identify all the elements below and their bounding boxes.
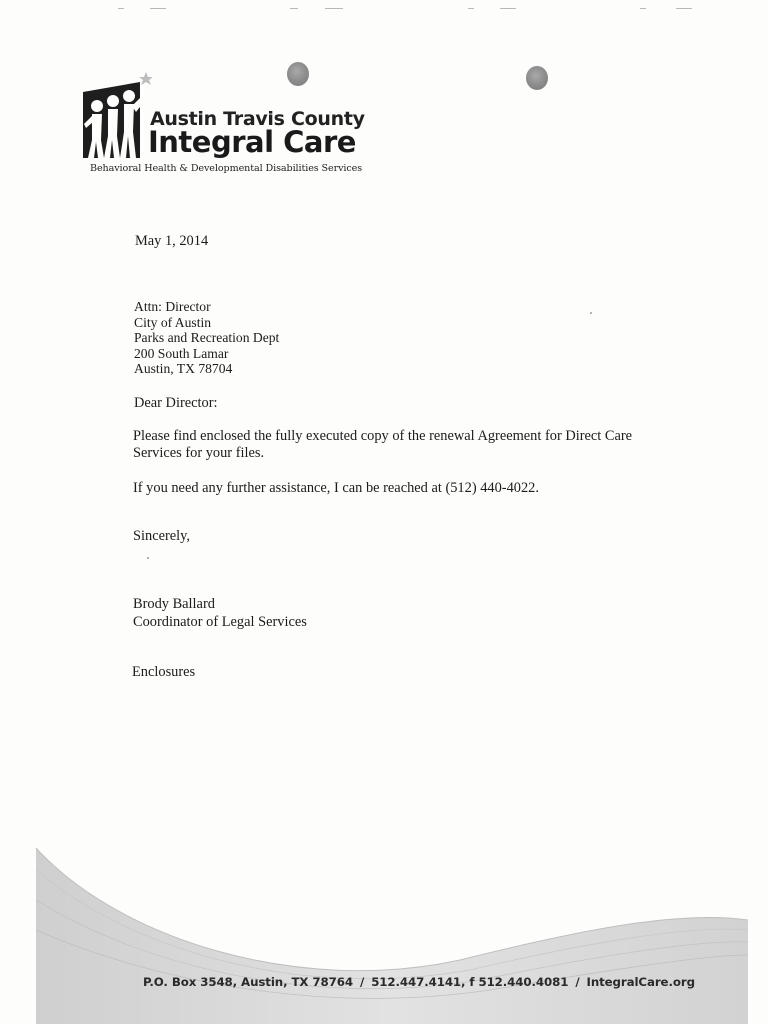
body-paragraph-1-line-1: Please find enclosed the fully executed copy of the renewal Agreement for Direct Care — [133, 428, 633, 444]
footer-website-link[interactable]: IntegralCare.org — [586, 975, 695, 989]
signature-block — [133, 596, 307, 631]
letterhead-logo — [80, 70, 365, 180]
signer-title: Coordinator of Legal Services — [133, 613, 307, 630]
address-line: City of Austin — [134, 314, 212, 330]
footer-separator: / — [575, 975, 580, 989]
scan-mark — [500, 8, 516, 9]
footer-phones: 512.447.4141, f 512.440.4081 — [371, 975, 569, 989]
footer-wave-graphic — [0, 830, 768, 1024]
org-tagline: Behavioral Health & Developmental Disabilities Services — [90, 163, 363, 174]
body-paragraph-1-line-2: Services for your files. — [133, 445, 265, 461]
address-line: Attn: Director — [134, 299, 211, 314]
address-line: Austin, TX 78704 — [134, 361, 233, 376]
body-paragraph-2: If you need any further assistance, I can be reached at (512) 440-4022. — [133, 480, 539, 496]
scan-mark — [118, 8, 124, 9]
scan-mark — [325, 8, 343, 9]
salutation: Dear Director: — [134, 395, 218, 411]
footer-po-box: P.O. Box 3548, Austin, TX 78764 — [143, 975, 353, 989]
footer-separator: / — [359, 975, 365, 989]
scan-speck — [590, 312, 592, 314]
signer-name: Brody Ballard — [133, 596, 215, 612]
scan-mark — [150, 8, 166, 9]
address-line: 200 South Lamar — [134, 345, 229, 361]
body-paragraph-1 — [133, 428, 632, 462]
scan-mark — [676, 8, 692, 9]
closing: Sincerely, — [133, 528, 191, 544]
footer-contact — [143, 975, 695, 989]
scan-mark — [290, 8, 298, 9]
letter-date: May 1, 2014 — [135, 233, 209, 249]
people-logo-icon — [80, 70, 152, 158]
org-name-line2: Integral Care — [148, 125, 356, 159]
scan-speck — [147, 557, 149, 559]
org-name-line1: Austin Travis County — [150, 108, 365, 130]
scan-mark — [468, 8, 474, 9]
punch-hole — [526, 66, 548, 90]
scan-mark — [640, 8, 646, 9]
address-line: Parks and Recreation Dept — [134, 330, 280, 345]
enclosures-note: Enclosures — [132, 664, 196, 680]
recipient-address — [134, 299, 279, 377]
